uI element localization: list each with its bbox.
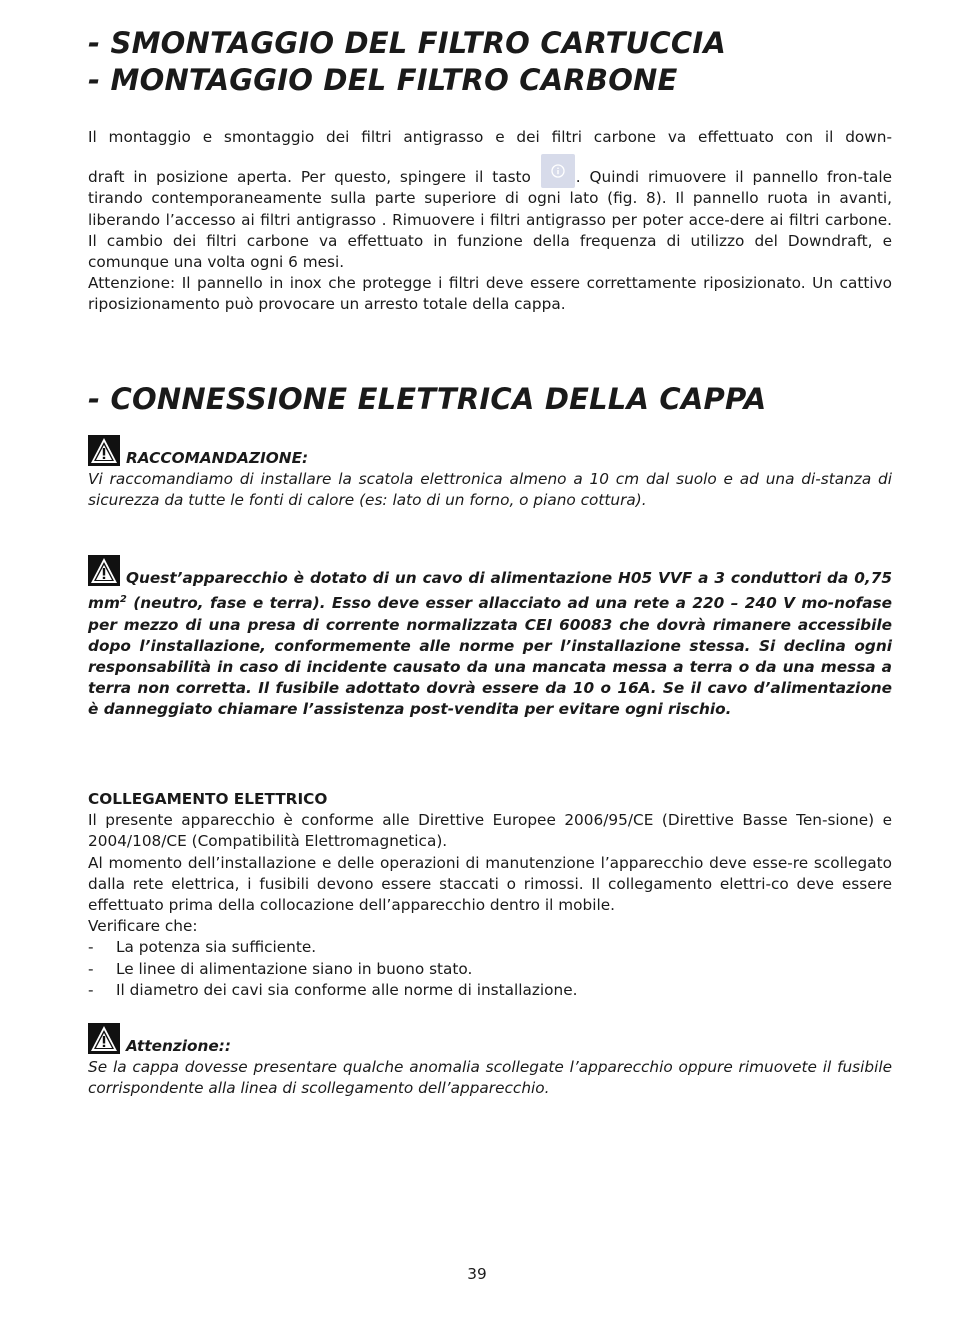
title-line-1: - SMONTAGGIO DEL FILTRO CARTUCCIA — [88, 26, 727, 60]
para-body — [88, 154, 892, 273]
power-cable-warning — [88, 555, 892, 721]
collegamento-paragraph-2: Al momento dell’installazione e delle operazioni di manutenzione l’apparecchio deve esse-re scollegato dalla rete elettrica, i fusibili devono essere staccati o rimossi. Il collegamento elettri-co deve essere effettuato prima della collocazione dell’apparecchio dentro il mobile. — [88, 853, 892, 915]
list-item — [88, 937, 892, 958]
warning-triangle-icon — [88, 435, 120, 466]
title-line-2: - MONTAGGIO DEL FILTRO CARBONE — [88, 63, 678, 97]
list-text: Il diametro dei cavi sia conforme alle norme di installazione. — [116, 980, 578, 999]
list-dash: - — [88, 938, 94, 957]
section1-title — [88, 25, 726, 99]
warning-paragraph — [88, 555, 892, 721]
verify-label: Verificare che: — [88, 917, 198, 936]
warning-text-2: (neutro, fase e terra). Esso deve esser allacciato ad una rete a 220 – 240 V mo-nofase per mezzo di una presa di corrente normalizzata CEI 60083 che dovrà rimanere accessibile dopo l’installazione, conformemente alle norme per l’installazione stessa. Si declina ogni responsabilità in caso di incidente causato da una mancata messa a terra o da una messa a terra non corretta. Il fusibile adottato dovrà essere da 10 o 16A. Se il cavo d’alimentazione è danneggiato chiamare l’assistenza post-vendita per evitare ogni rischio. — [88, 594, 892, 719]
section1-paragraph — [88, 127, 892, 316]
recommendation-text: Vi raccomandiamo di installare la scatola elettronica almeno a 10 cm dal suolo e ad una di-stanza di sicurezza da tutte le fonti di calore (es: lato di un forno, o piano cottura). — [88, 470, 892, 510]
attention-label-line — [88, 1023, 892, 1057]
attention-text: Se la cappa dovesse presentare qualche anomalia scollegate l’apparecchio oppure rimuovete il fusibile corrispondente alla linea di scollegamento dell’apparecchio. — [88, 1058, 892, 1098]
recommendation-label: RACCOMANDAZIONE: — [126, 449, 309, 467]
info-button-icon — [541, 154, 575, 188]
collegamento-block — [88, 789, 892, 1001]
section2-title — [88, 381, 766, 418]
attention-paragraph: Attenzione: Il pannello in inox che protegge i filtri deve essere correttamente riposizionato. Un cattivo riposizionamento può provocare un arresto totale della cappa. — [88, 274, 892, 314]
warning-text-1: Quest’apparecchio è dotato di un cavo di alimentazione H05 VVF a 3 conduttori da 0,75 mm — [88, 569, 892, 613]
list-text: Le linee di alimentazione siano in buono stato. — [116, 959, 473, 978]
recommendation-block — [88, 435, 892, 512]
warning-sup: 2 — [119, 594, 127, 606]
page-number: 39 — [467, 1265, 487, 1283]
list-text: La potenza sia sufficiente. — [116, 938, 317, 957]
warning-triangle-icon — [88, 1023, 120, 1054]
list-item — [88, 980, 892, 1001]
list-item — [88, 959, 892, 980]
recommendation-label-line — [88, 435, 892, 469]
attention-block — [88, 1023, 892, 1100]
list-dash: - — [88, 980, 94, 999]
collegamento-paragraph-1: Il presente apparecchio è conforme alle Direttive Europee 2006/95/CE (Direttive Basse Ten-sione) e 2004/108/CE (Compatibilità Elettromagnetica). — [88, 811, 892, 851]
para-line-1: Il montaggio e smontaggio dei filtri antigrasso e dei filtri carbone va effettuato con il down- — [88, 128, 892, 146]
attention-label: Attenzione:: — [126, 1037, 232, 1055]
warning-triangle-icon — [88, 555, 120, 586]
para-before-icon: draft in posizione aperta. Per questo, spingere il tasto — [88, 168, 531, 187]
list-dash: - — [88, 959, 94, 978]
para-after-icon: . Quindi rimuovere il pannello fron-tale tirando contemporaneamente sulla parte superiore di ogni lato (fig. 8). Il pannello ruota in avanti, liberando l’accesso ai filtri antigrasso . Rimuovere i filtri antigrasso per poter acce-dere ai filtri carbone. Il cambio dei filtri carbone va effettuato in funzione della frequenza di utilizzo del Downdraft, e comunque una volta ogni 6 mesi. — [88, 168, 892, 272]
collegamento-title: COLLEGAMENTO ELETTRICO — [88, 790, 328, 808]
section2-heading: - CONNESSIONE ELETTRICA DELLA CAPPA — [88, 382, 767, 416]
